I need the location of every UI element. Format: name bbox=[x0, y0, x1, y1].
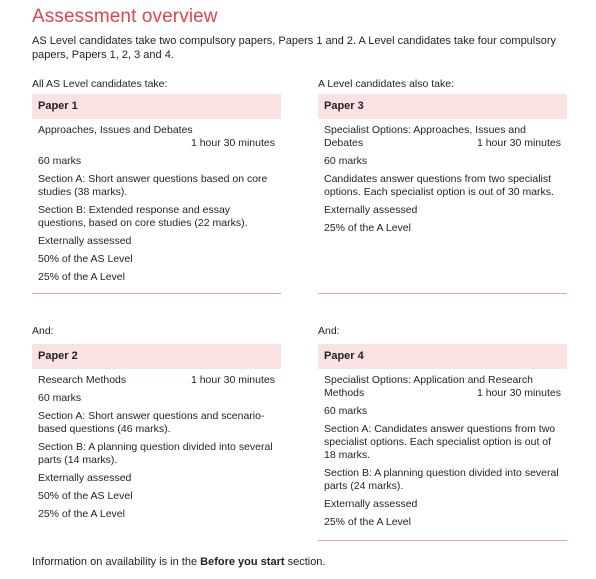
paper-1-duration: 1 hour 30 minutes bbox=[190, 137, 275, 149]
paper-2-header: Paper 2 bbox=[32, 344, 281, 369]
paper-4-duration: 1 hour 30 minutes bbox=[476, 387, 561, 399]
paper-1-assessed: Externally assessed bbox=[38, 235, 132, 247]
paper-4-title: Specialist Options: Application and Research Methods bbox=[324, 374, 533, 399]
paper-4-header: Paper 4 bbox=[318, 344, 567, 369]
paper-2-title-row bbox=[38, 374, 275, 387]
footer-text-after: section. bbox=[284, 556, 326, 568]
paper-2-a-weight: 25% of the A Level bbox=[38, 508, 125, 520]
paper-2-title: Research Methods bbox=[38, 374, 127, 386]
a-level-label: A Level candidates also take: bbox=[318, 78, 455, 90]
paper-3-title-row bbox=[324, 124, 561, 150]
paper-1-header: Paper 1 bbox=[32, 94, 281, 119]
paper-3-marks: 60 marks bbox=[324, 155, 368, 167]
footer-note bbox=[32, 555, 325, 569]
paper-4-a-weight: 25% of the A Level bbox=[324, 516, 411, 528]
paper-4-assessed: Externally assessed bbox=[324, 498, 418, 510]
paper-2-marks: 60 marks bbox=[38, 392, 82, 404]
page-title: Assessment overview bbox=[32, 6, 218, 27]
paper-1-section-b: Section B: Extended response and essay questions, based on core studies (22 marks). bbox=[38, 204, 248, 229]
paper-3-divider bbox=[318, 293, 567, 294]
intro-paragraph: AS Level candidates take two compulsory papers, Papers 1 and 2. A Level candidates take four compulsory papers, Papers 1, 2, 3 and 4. bbox=[32, 35, 557, 61]
footer-text-before: Information on availability is in the bbox=[32, 556, 201, 568]
paper-2-section-b: Section B: A planning question divided into several parts (14 marks). bbox=[38, 441, 273, 466]
paper-3-description: Candidates answer questions from two specialist options. Each specialist option is out of 30 marks. bbox=[324, 173, 554, 198]
paper-1-title-row bbox=[38, 124, 275, 150]
paper-3-card bbox=[318, 94, 567, 235]
paper-4-divider bbox=[318, 540, 567, 541]
paper-1-section-a: Section A: Short answer questions based on core studies (38 marks). bbox=[38, 173, 268, 198]
paper-1-card bbox=[32, 94, 281, 284]
paper-2-card bbox=[32, 344, 281, 521]
paper-2-as-weight: 50% of the AS Level bbox=[38, 490, 133, 502]
paper-3-duration: 1 hour 30 minutes bbox=[476, 137, 561, 149]
paper-1-a-weight: 25% of the A Level bbox=[38, 271, 125, 283]
paper-3-a-weight: 25% of the A Level bbox=[324, 222, 411, 234]
paper-4-title-row bbox=[324, 374, 561, 400]
paper-3-header: Paper 3 bbox=[318, 94, 567, 119]
footer-bold-link-text: Before you start bbox=[200, 556, 285, 568]
paper-4-marks: 60 marks bbox=[324, 405, 368, 417]
paper-1-title: Approaches, Issues and Debates bbox=[38, 124, 193, 136]
paper-2-duration: 1 hour 30 minutes bbox=[190, 374, 275, 386]
paper-2-section-a: Section A: Short answer questions and scenario-based questions (46 marks). bbox=[38, 410, 265, 435]
paper-2-assessed: Externally assessed bbox=[38, 472, 132, 484]
and-label-right: And: bbox=[318, 325, 340, 337]
paper-4-section-a: Section A: Candidates answer questions from two specialist options. Each specialist option is out of 18 marks. bbox=[324, 423, 556, 461]
paper-3-assessed: Externally assessed bbox=[324, 204, 418, 216]
and-label-left: And: bbox=[32, 325, 54, 337]
paper-1-divider bbox=[32, 293, 281, 294]
paper-1-marks: 60 marks bbox=[38, 155, 82, 167]
paper-4-card bbox=[318, 344, 567, 529]
paper-1-as-weight: 50% of the AS Level bbox=[38, 253, 133, 265]
paper-3-title: Specialist Options: Approaches, Issues and Debates bbox=[324, 124, 526, 149]
paper-4-section-b: Section B: A planning question divided into several parts (24 marks). bbox=[324, 467, 559, 492]
as-level-label: All AS Level candidates take: bbox=[32, 78, 168, 90]
